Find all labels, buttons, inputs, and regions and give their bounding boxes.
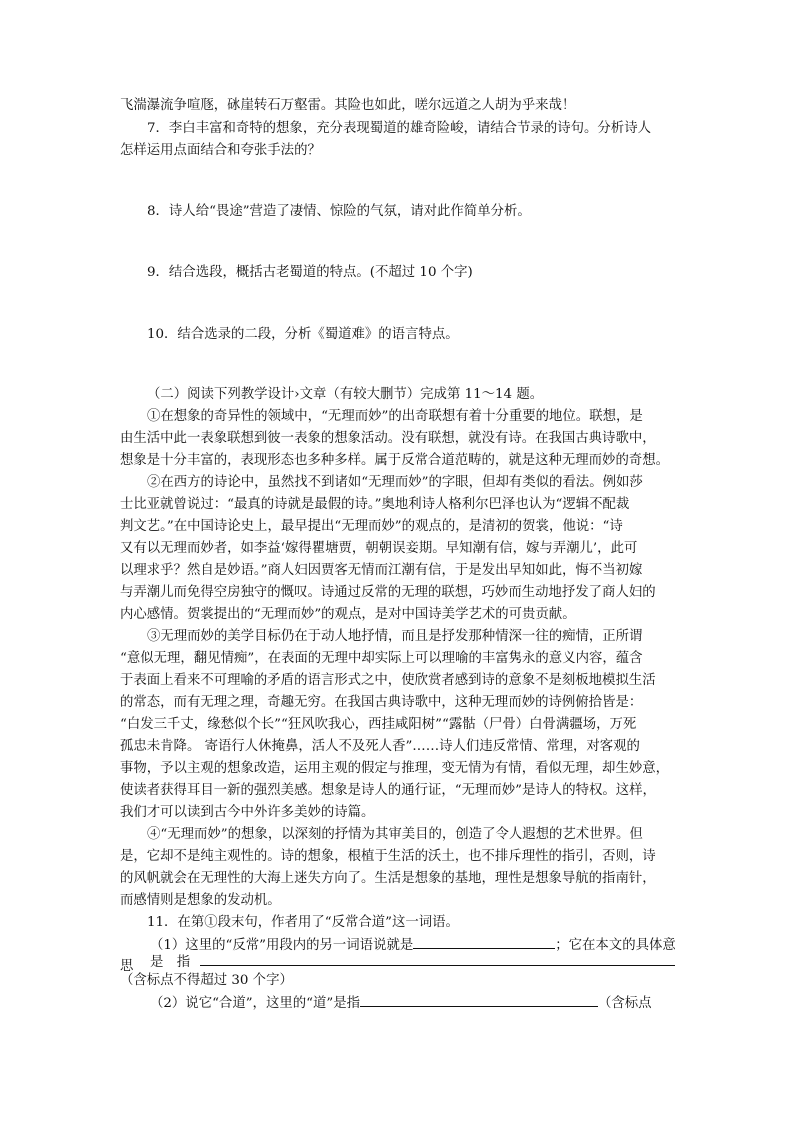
paragraph-4-line: 是，它却不是纯主观性的。诗的想象，根植于生活的沃土，也不排斥理性的指引，否则，诗 — [120, 849, 656, 864]
question-11-sub-1-prompt: （1）这里的“反常”用段内的另一词语说就是 — [150, 938, 414, 953]
question-7-line-1: 7．李白丰富和奇特的想象，充分表现蜀道的雄奇险峻，请结合节录的诗句。分析诗人 — [147, 121, 651, 136]
answer-blank[interactable] — [200, 965, 675, 966]
question-11-limit: （含标点不得超过 30 个字） — [120, 973, 293, 988]
question-11-sub-2-prompt: （2）说它“合道”，这里的“道”是指 — [150, 996, 360, 1011]
paragraph-3-line: 于表面上看来不可理喻的矛盾的语言形式之中，使欣赏者感到诗的意象不是刻板地模拟生活 — [120, 673, 656, 688]
paragraph-2-line: 判文艺。”在中国诗论史上，最早提出“无理而妙”的观点的，是清初的贺裳，他说：“诗 — [120, 519, 623, 534]
paragraph-2-line: 以理求乎？然自是妙语。”商人妇因贾客无情而江潮有信，于是发出早知如此，悔不当初嫁 — [120, 563, 643, 578]
answer-blank[interactable] — [413, 934, 555, 949]
question-10: 10．结合选录的二段，分析《蜀道难》的语言特点。 — [147, 327, 459, 342]
paragraph-1-line: ①在想象的奇异性的领域中，“无理而妙”的出奇联想有着十分重要的地位。联想，是 — [147, 409, 643, 424]
paragraph-3-line: 事物，予以主观的想象改造，运用主观的假定与推理，变无情为有情，看似无理，却生妙意， — [120, 761, 670, 776]
answer-blank[interactable] — [360, 992, 598, 1007]
paragraph-2-line: ②在西方的诗论中，虽然找不到诸如“无理而妙”的字眼，但却有类似的看法。例如莎 — [147, 475, 643, 490]
paragraph-2-line: 内心感情。贺裳提出的“无理而妙”的观点，是对中国诗美学艺术的可贵贡献。 — [120, 607, 576, 622]
question-11-sub-2-continue: （含标点 — [597, 996, 652, 1011]
question-7-line-2: 怎样运用点面结合和夸张手法的？ — [120, 143, 321, 158]
question-9: 9．结合选段，概括古老蜀道的特点。(不超过 10 个字) — [147, 265, 473, 280]
question-11-sub-2 — [150, 992, 652, 1015]
paragraph-3-line: 我们才可以读到古今中外许多美妙的诗篇。 — [120, 805, 375, 820]
question-11-sub-1-label: 是 指 — [150, 955, 191, 970]
paragraph-4-line: 而感情则是想象的发动机。 — [120, 893, 281, 908]
paragraph-2-line: 士比亚就曾说过：“最真的诗就是最假的诗。”奥地利诗人格利尔巴泽也认为“逻辑不配裁 — [120, 497, 630, 512]
paragraph-3-line: “意似无理，翻见情痴”，在表面的无理中却实际上可以理喻的丰富隽永的意义内容，蕴含 — [120, 651, 643, 666]
paragraph-4-line: ④“无理而妙”的想象，以深刻的抒情为其审美目的，创造了令人遐想的艺术世界。但 — [147, 827, 643, 842]
poem-line: 飞湍瀑流争喧豗，砯崖转石万壑雷。其险也如此，嗟尔远道之人胡为乎来哉！ — [120, 98, 576, 113]
question-11-stem: 11．在第①段末句，作者用了“反常合道”这一词语。 — [147, 915, 459, 930]
paragraph-3-line: 的常态，而有无理之理，奇趣无穷。在我国古典诗歌中，这种无理而妙的诗例俯拾皆是： — [120, 695, 643, 710]
paragraph-3-line: “白发三千丈，缘愁似个长”“狂风吹我心，西挂咸阳树”“露骷（尸骨）白骨满疆场，万死 — [120, 717, 637, 732]
question-11-sub-1-wrap: 思 — [120, 959, 134, 974]
paragraph-3-line: 使读者获得耳目一新的强烈美感。想象是诗人的通行证，“无理而妙”是诗人的特权。这样， — [120, 783, 656, 798]
paragraph-2-line: 又有以无理而妙者，如李益‘嫁得瞿塘贾，朝朝误妾期。早知潮有信，嫁与弄潮儿’，此可 — [120, 541, 638, 556]
paragraph-3-line: 孤忠未肯降。 寄语行人休掩鼻，活人不及死人香”……诗人们违反常情、常理，对客观的 — [120, 739, 640, 754]
question-11-sub-1-continue: ；它在本文的具体意 — [555, 938, 676, 953]
paragraph-2-line: 与弄潮儿而免得空房独守的慨叹。诗通过反常的无理的联想，巧妙而生动地抒发了商人妇的 — [120, 585, 656, 600]
paragraph-3-line: ③无理而妙的美学目标仍在于动人地抒情，而且是抒发那种情深一往的痴情，正所谓 — [147, 629, 643, 644]
paragraph-1-line: 由生活中此一表象联想到彼一表象的想象活动。没有联想，就没有诗。在我国古典诗歌中， — [120, 431, 656, 446]
paragraph-4-line: 的风帆就会在无理性的大海上迷失方向了。生活是想象的基地，理性是想象导航的指南针， — [120, 871, 656, 886]
question-8: 8．诗人给“畏途”营造了凄情、惊险的气氛，请对此作简单分析。 — [147, 204, 531, 219]
question-11-sub-1 — [150, 934, 676, 957]
section-2-heading: （二）阅读下列教学设计›文章（有较大删节）完成第 11～14 题。 — [147, 387, 544, 402]
paragraph-1-line: 想象是十分丰富的，表现形态也多种多样。属于反常合道范畴的，就是这种无理而妙的奇想。 — [120, 453, 670, 468]
